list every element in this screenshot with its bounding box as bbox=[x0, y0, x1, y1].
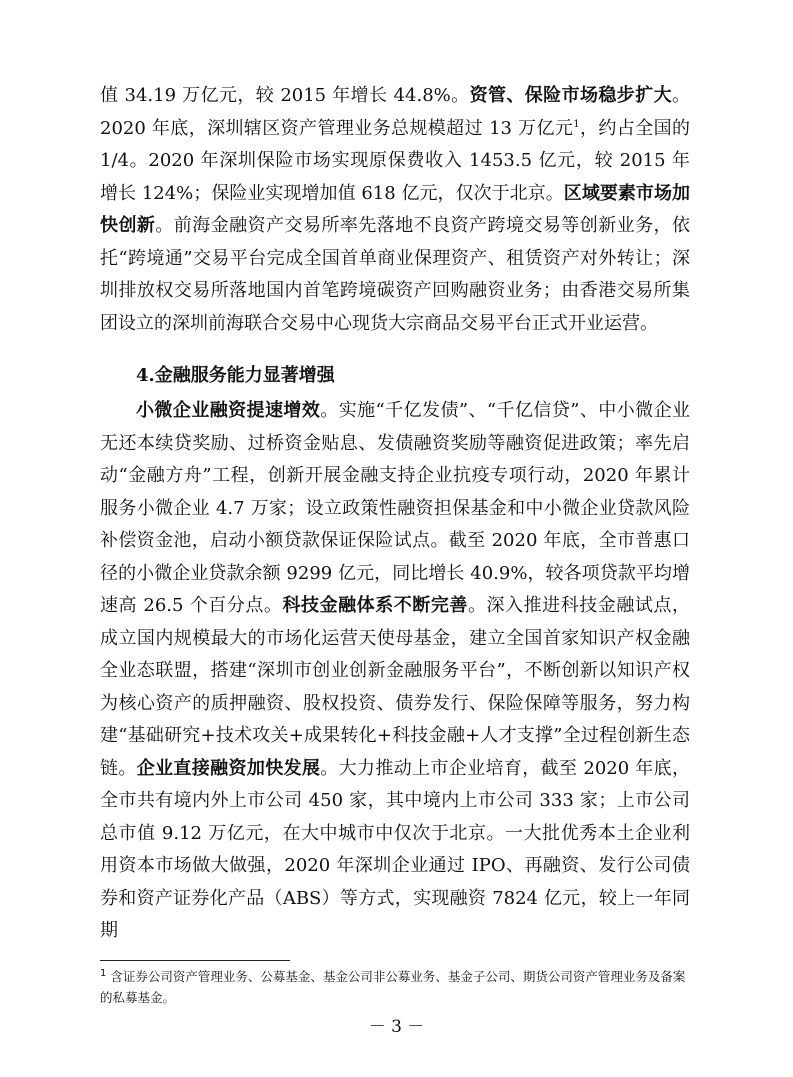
paragraph-market-scale bbox=[100, 80, 690, 340]
bold-phrase-tech-finance: 科技金融体系不断完善 bbox=[282, 595, 468, 616]
footnote-text: 含证券公司资产管理业务、公募基金、基金公司非公募业务、基金子公司、期货公司资产管理业务及备案的私募基金。 bbox=[100, 969, 686, 1005]
text-run: 。大力推动上市企业培育，截至 2020 年底，全市共有境内外上市公司 450 家，其中境内上市公司 333 家；上市公司总市值 9.12 万亿元，在大中城市中仅次于北京。一大批优秀本土企业利用资本市场做大做强，2020 年深圳企业通过 IPO、再融资、发行公司债券和资产证券化产品（ABS）等方式，实现融资 7824 亿元，较上一年同期 bbox=[100, 757, 690, 941]
text-run: 。深入推进科技金融试点，成立国内规模最大的市场化运营天使母基金，建立全国首家知识产权金融全业态联盟，搭建“深圳市创业创新金融服务平台”，不断创新以知识产权为核心资产的质押融资、股权投资、债券发行、保险保障等服务，努力构建“基础研究+技术攻关+成果转化+科技金融+人才支撑”全过程创新生态链。 bbox=[100, 595, 691, 779]
text-run: 。2020 年底，深圳辖区资产管理业务总规模超过 13 万亿元 bbox=[100, 85, 691, 139]
page-number: － 3 － bbox=[368, 1017, 425, 1037]
footnote-ref: 1 bbox=[573, 118, 580, 130]
section-heading: 4.金融服务能力显著增强 bbox=[136, 365, 335, 386]
footnote bbox=[100, 966, 692, 1008]
text-run: 。前海金融资产交易所率先落地不良资产跨境交易等创新业务，依托“跨境通”交易平台完成全国首单商业保理资产、租赁资产对外转让；深圳排放权交易所落地国内首笔跨境碳资产回购融资业务；由香港交易所集团设立的深圳前海联合交易中心现货大宗商品交易平台正式开业运营。 bbox=[100, 215, 691, 334]
bold-phrase-direct-financing: 企业直接融资加快发展 bbox=[136, 757, 321, 779]
text-run: 。实施“千亿发债”、“千亿信贷”、中小微企业无还本续贷奖励、过桥资金贴息、发债融资奖励等融资促进政策；率先启动“金融方舟”工程，创新开展金融支持企业抗疫专项行动，2020 年累计服务小微企业 4.7 万家；设立政策性融资担保基金和中小微企业贷款风险补偿资金池，启动小额贷款保证保险试点。截至 2020 年底，全市普惠口径的小微企业贷款余额 9299 亿元，同比增长 40.9%，较各项贷款平均增速高 26.5 个百分点。 bbox=[100, 400, 691, 616]
paragraph-financial-services bbox=[100, 395, 690, 948]
text-run: ，约占全国的 1/4。2020 年深圳保险市场实现原保费收入 1453.5 亿元，较 2015 年增长 124%；保险业实现增加值 618 亿元，仅次于北京。 bbox=[100, 117, 690, 204]
bold-phrase-asset-insurance: 资管、保险市场稳步扩大 bbox=[469, 85, 673, 106]
bold-phrase-regional-markets: 区域要素市场加快创新 bbox=[100, 182, 691, 236]
footnote-divider bbox=[100, 960, 290, 961]
text-run: 值 34.19 万亿元，较 2015 年增长 44.8%。 bbox=[100, 85, 470, 106]
bold-phrase-small-business: 小微企业融资提速增效 bbox=[136, 400, 321, 421]
footnote-mark: 1 bbox=[100, 967, 107, 979]
